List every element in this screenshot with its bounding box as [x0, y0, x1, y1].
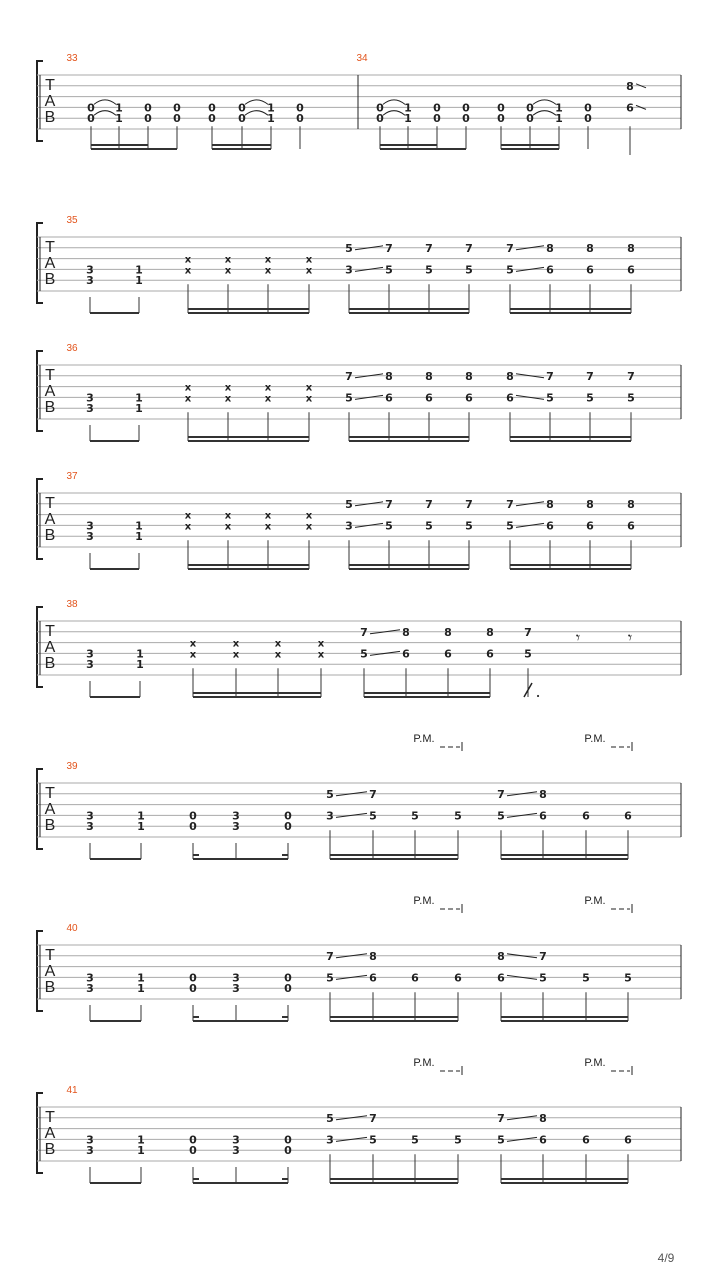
- tab-note: 5: [345, 497, 353, 511]
- tab-note: 5: [582, 971, 590, 985]
- tab-note: 3: [86, 971, 94, 985]
- tab-note: 5: [627, 391, 635, 405]
- tab-note: 3: [345, 519, 353, 533]
- tab-note: 7: [539, 949, 547, 963]
- tab-note: 6: [546, 263, 554, 277]
- tab-note: 5: [425, 263, 433, 277]
- tab-note: 0: [296, 112, 304, 126]
- tab-letter-b: B: [44, 817, 56, 834]
- tab-note: 7: [385, 497, 393, 511]
- bar-number: 41: [66, 1085, 78, 1096]
- tab-note: x: [305, 393, 313, 405]
- bar-number: 33: [66, 53, 78, 64]
- tab-letter-b: B: [44, 979, 56, 996]
- tab-note: 3: [232, 1144, 240, 1158]
- tab-note: x: [224, 393, 232, 405]
- rest-icon: 𝄾: [627, 628, 633, 647]
- tab-note: 6: [626, 101, 634, 115]
- tab-note: 5: [326, 1111, 334, 1125]
- tab-note: 5: [326, 787, 334, 801]
- tab-note: x: [189, 649, 197, 661]
- tab-note: x: [305, 510, 313, 522]
- tab-note: 8: [586, 241, 594, 255]
- tab-letter-a: A: [44, 801, 56, 818]
- tab-note: 0: [208, 112, 216, 126]
- tab-note: x: [264, 265, 272, 277]
- tab-note: 6: [454, 971, 462, 985]
- bar-number: 35: [66, 215, 78, 226]
- tie: [245, 100, 268, 105]
- tab-note: x: [264, 510, 272, 522]
- tab-letter-t: T: [45, 367, 55, 384]
- tab-note: 3: [232, 809, 240, 823]
- palm-mute-label: P.M.: [584, 895, 606, 907]
- tab-letter-a: A: [44, 383, 56, 400]
- tab-note: x: [305, 254, 313, 266]
- tab-note: 6: [624, 1133, 632, 1147]
- tab-note: 1: [135, 274, 143, 288]
- tab-note: 6: [624, 809, 632, 823]
- tab-note: x: [184, 382, 192, 394]
- tab-note: 0: [173, 101, 181, 115]
- tab-note: 0: [284, 1133, 292, 1147]
- tab-note: x: [189, 638, 197, 650]
- tab-note: 0: [376, 101, 384, 115]
- tab-note: 1: [135, 402, 143, 416]
- tab-note: 1: [136, 658, 144, 672]
- bar-number: 40: [66, 923, 78, 934]
- tab-note: 7: [385, 241, 393, 255]
- tab-note: 1: [137, 971, 145, 985]
- tab-note: 3: [86, 647, 94, 661]
- tab-note: 1: [135, 391, 143, 405]
- tie: [94, 100, 116, 105]
- tab-note: 0: [376, 112, 384, 126]
- tab-note: 3: [86, 530, 94, 544]
- tab-note: 0: [433, 112, 441, 126]
- tab-note: 5: [586, 391, 594, 405]
- tab-note: 6: [497, 971, 505, 985]
- tab-note: 6: [627, 519, 635, 533]
- tab-note: 5: [465, 263, 473, 277]
- tab-note: 0: [144, 112, 152, 126]
- tab-note: 0: [462, 112, 470, 126]
- tab-note: 0: [189, 971, 197, 985]
- tab-note: 8: [369, 949, 377, 963]
- tab-note: 7: [369, 787, 377, 801]
- tab-note: 0: [284, 809, 292, 823]
- tab-note: 1: [135, 263, 143, 277]
- rest-icon: 𝄾: [575, 628, 581, 647]
- tab-note: x: [184, 510, 192, 522]
- tab-note: 1: [267, 112, 275, 126]
- tab-note: 5: [506, 263, 514, 277]
- tab-letter-a: A: [44, 93, 56, 110]
- tab-letter-a: A: [44, 963, 56, 980]
- tab-note: 7: [345, 369, 353, 383]
- tab-note: 8: [497, 949, 505, 963]
- tab-letter-a: A: [44, 1125, 56, 1142]
- tab-note: 5: [546, 391, 554, 405]
- tab-note: 7: [465, 497, 473, 511]
- tab-note: x: [232, 649, 240, 661]
- palm-mute-label: P.M.: [413, 1057, 435, 1069]
- tab-note: 0: [584, 101, 592, 115]
- palm-mute-label: P.M.: [413, 733, 435, 745]
- tab-note: 0: [87, 101, 95, 115]
- tab-note: 0: [284, 982, 292, 996]
- tab-note: 8: [539, 1111, 547, 1125]
- tab-note: 6: [506, 391, 514, 405]
- tab-note: 0: [189, 809, 197, 823]
- tab-note: 5: [360, 647, 368, 661]
- tab-note: 7: [524, 625, 532, 639]
- tab-note: 1: [555, 101, 563, 115]
- tab-note: 8: [465, 369, 473, 383]
- tab-note: 0: [189, 1133, 197, 1147]
- tab-note: 3: [86, 263, 94, 277]
- tab-note: 7: [497, 787, 505, 801]
- tab-note: 8: [486, 625, 494, 639]
- tab-note: x: [184, 521, 192, 533]
- tab-note: 1: [137, 1144, 145, 1158]
- bar-number: 34: [356, 53, 368, 64]
- palm-mute-label: P.M.: [413, 895, 435, 907]
- tab-letter-t: T: [45, 1109, 55, 1126]
- tab-note: 6: [411, 971, 419, 985]
- tab-note: x: [274, 649, 282, 661]
- tab-letter-t: T: [45, 785, 55, 802]
- tab-note: 3: [86, 391, 94, 405]
- tab-note: 3: [232, 820, 240, 834]
- tab-note: 1: [137, 982, 145, 996]
- tab-note: 1: [136, 647, 144, 661]
- tab-note: 1: [555, 112, 563, 126]
- tab-note: 6: [546, 519, 554, 533]
- bar-number: 36: [66, 343, 78, 354]
- tab-note: 0: [462, 101, 470, 115]
- tab-note: 5: [385, 519, 393, 533]
- tab-note: 8: [425, 369, 433, 383]
- tab-letter-b: B: [44, 527, 56, 544]
- tab-note: 3: [345, 263, 353, 277]
- tab-note: 8: [402, 625, 410, 639]
- tab-note: 6: [402, 647, 410, 661]
- tie: [383, 111, 405, 116]
- tab-note: 0: [284, 1144, 292, 1158]
- tab-note: 3: [86, 658, 94, 672]
- tab-note: 3: [86, 519, 94, 533]
- tab-note: 6: [539, 1133, 547, 1147]
- tab-note: 0: [238, 112, 246, 126]
- tab-note: 1: [137, 809, 145, 823]
- tab-note: 5: [385, 263, 393, 277]
- page-number: 4/9: [657, 1251, 675, 1265]
- tab-note: 6: [627, 263, 635, 277]
- tab-note: 5: [411, 1133, 419, 1147]
- tab-note: x: [184, 265, 192, 277]
- tab-note: 6: [486, 647, 494, 661]
- tab-note: x: [224, 521, 232, 533]
- tab-note: 6: [582, 1133, 590, 1147]
- bar-number: 38: [66, 599, 78, 610]
- tab-note: 0: [87, 112, 95, 126]
- tab-note: 7: [627, 369, 635, 383]
- tab-note: 0: [284, 820, 292, 834]
- tab-note: 1: [135, 519, 143, 533]
- tab-note: x: [264, 382, 272, 394]
- tab-note: 1: [137, 820, 145, 834]
- tab-note: 1: [115, 112, 123, 126]
- dot: .: [535, 682, 541, 701]
- tab-note: x: [224, 254, 232, 266]
- tie: [383, 100, 405, 105]
- tab-note: 8: [444, 625, 452, 639]
- tab-note: 8: [586, 497, 594, 511]
- tab-letter-t: T: [45, 77, 55, 94]
- tab-note: 0: [497, 101, 505, 115]
- tab-note: 6: [385, 391, 393, 405]
- tab-note: x: [305, 521, 313, 533]
- palm-mute-label: P.M.: [584, 733, 606, 745]
- tab-note: 3: [86, 1133, 94, 1147]
- tab-note: 6: [425, 391, 433, 405]
- tab-note: x: [305, 265, 313, 277]
- tab-note: 3: [232, 971, 240, 985]
- tab-note: 5: [454, 1133, 462, 1147]
- tab-note: 8: [626, 79, 634, 93]
- tab-note: 1: [135, 530, 143, 544]
- tab-note: 5: [506, 519, 514, 533]
- tab-note: 5: [425, 519, 433, 533]
- tab-letter-t: T: [45, 947, 55, 964]
- tab-note: 3: [86, 982, 94, 996]
- tab-letter-a: A: [44, 511, 56, 528]
- tab-note: 8: [385, 369, 393, 383]
- tab-note: 5: [524, 647, 532, 661]
- tab-note: 5: [326, 971, 334, 985]
- tie: [94, 111, 116, 116]
- tab-note: 8: [627, 241, 635, 255]
- tab-note: 5: [454, 809, 462, 823]
- tab-note: 0: [238, 101, 246, 115]
- tab-note: x: [317, 649, 325, 661]
- tab-note: 5: [411, 809, 419, 823]
- tab-note: 7: [586, 369, 594, 383]
- tab-note: x: [264, 521, 272, 533]
- tab-note: 0: [584, 112, 592, 126]
- tab-note: 0: [144, 101, 152, 115]
- tab-letter-b: B: [44, 1141, 56, 1158]
- tab-note: 6: [465, 391, 473, 405]
- tab-note: x: [224, 510, 232, 522]
- bar-number: 39: [66, 761, 78, 772]
- tab-note: 3: [232, 982, 240, 996]
- tab-note: 5: [497, 809, 505, 823]
- tab-note: 0: [296, 101, 304, 115]
- tab-note: 3: [86, 820, 94, 834]
- tab-note: 0: [526, 101, 534, 115]
- tab-note: 0: [433, 101, 441, 115]
- tab-letter-a: A: [44, 639, 56, 656]
- tab-note: 0: [189, 820, 197, 834]
- tab-letter-t: T: [45, 623, 55, 640]
- tab-note: x: [317, 638, 325, 650]
- tab-letter-a: A: [44, 255, 56, 272]
- tab-note: x: [224, 265, 232, 277]
- tab-note: 8: [546, 241, 554, 255]
- tab-note: x: [264, 393, 272, 405]
- tab-note: x: [184, 393, 192, 405]
- tab-note: 0: [173, 112, 181, 126]
- tab-note: 3: [232, 1133, 240, 1147]
- tab-note: x: [305, 382, 313, 394]
- tab-note: 6: [582, 809, 590, 823]
- tab-note: 6: [369, 971, 377, 985]
- tab-letter-b: B: [44, 655, 56, 672]
- tab-note: 0: [497, 112, 505, 126]
- tab-note: 0: [526, 112, 534, 126]
- tab-letter-t: T: [45, 239, 55, 256]
- tab-note: 7: [546, 369, 554, 383]
- tab-note: 7: [497, 1111, 505, 1125]
- tab-note: 7: [360, 625, 368, 639]
- tab-note: 0: [284, 971, 292, 985]
- tab-note: 0: [208, 101, 216, 115]
- tab-note: 1: [137, 1133, 145, 1147]
- tab-letter-t: T: [45, 495, 55, 512]
- bar-number: 37: [66, 471, 78, 482]
- tab-note: 6: [586, 263, 594, 277]
- tab-note: 7: [465, 241, 473, 255]
- tab-note: 7: [506, 497, 514, 511]
- tab-note: 8: [539, 787, 547, 801]
- tab-note: 1: [404, 112, 412, 126]
- tab-note: 8: [627, 497, 635, 511]
- tab-note: x: [184, 254, 192, 266]
- tab-letter-b: B: [44, 271, 56, 288]
- tie: [533, 100, 556, 105]
- tab-note: 6: [444, 647, 452, 661]
- tab-note: 3: [86, 274, 94, 288]
- tab-note: 5: [539, 971, 547, 985]
- tab-note: 3: [86, 402, 94, 416]
- tab-letter-b: B: [44, 109, 56, 126]
- tab-note: 7: [425, 241, 433, 255]
- tab-note: 8: [546, 497, 554, 511]
- tab-note: 3: [86, 809, 94, 823]
- tab-note: x: [274, 638, 282, 650]
- tab-note: 5: [369, 1133, 377, 1147]
- tab-note: x: [224, 382, 232, 394]
- tab-note: 7: [369, 1111, 377, 1125]
- tab-note: 5: [345, 241, 353, 255]
- tab-letter-b: B: [44, 399, 56, 416]
- tab-note: 1: [404, 101, 412, 115]
- tab-note: 0: [189, 1144, 197, 1158]
- tab-note: 5: [345, 391, 353, 405]
- tab-note: x: [264, 254, 272, 266]
- palm-mute-label: P.M.: [584, 1057, 606, 1069]
- tab-note: 6: [539, 809, 547, 823]
- tab-note: 1: [115, 101, 123, 115]
- tab-note: 3: [326, 809, 334, 823]
- tab-note: 5: [465, 519, 473, 533]
- tab-note: 7: [326, 949, 334, 963]
- tab-note: 7: [425, 497, 433, 511]
- tab-note: 5: [624, 971, 632, 985]
- tab-note: x: [232, 638, 240, 650]
- tab-note: 1: [267, 101, 275, 115]
- tab-note: 6: [586, 519, 594, 533]
- tab-note: 0: [189, 982, 197, 996]
- tab-note: 7: [506, 241, 514, 255]
- tab-note: 3: [86, 1144, 94, 1158]
- tab-note: 3: [326, 1133, 334, 1147]
- tie: [245, 111, 268, 116]
- tab-note: 8: [506, 369, 514, 383]
- tab-note: 5: [369, 809, 377, 823]
- tab-note: 5: [497, 1133, 505, 1147]
- tie: [533, 111, 556, 116]
